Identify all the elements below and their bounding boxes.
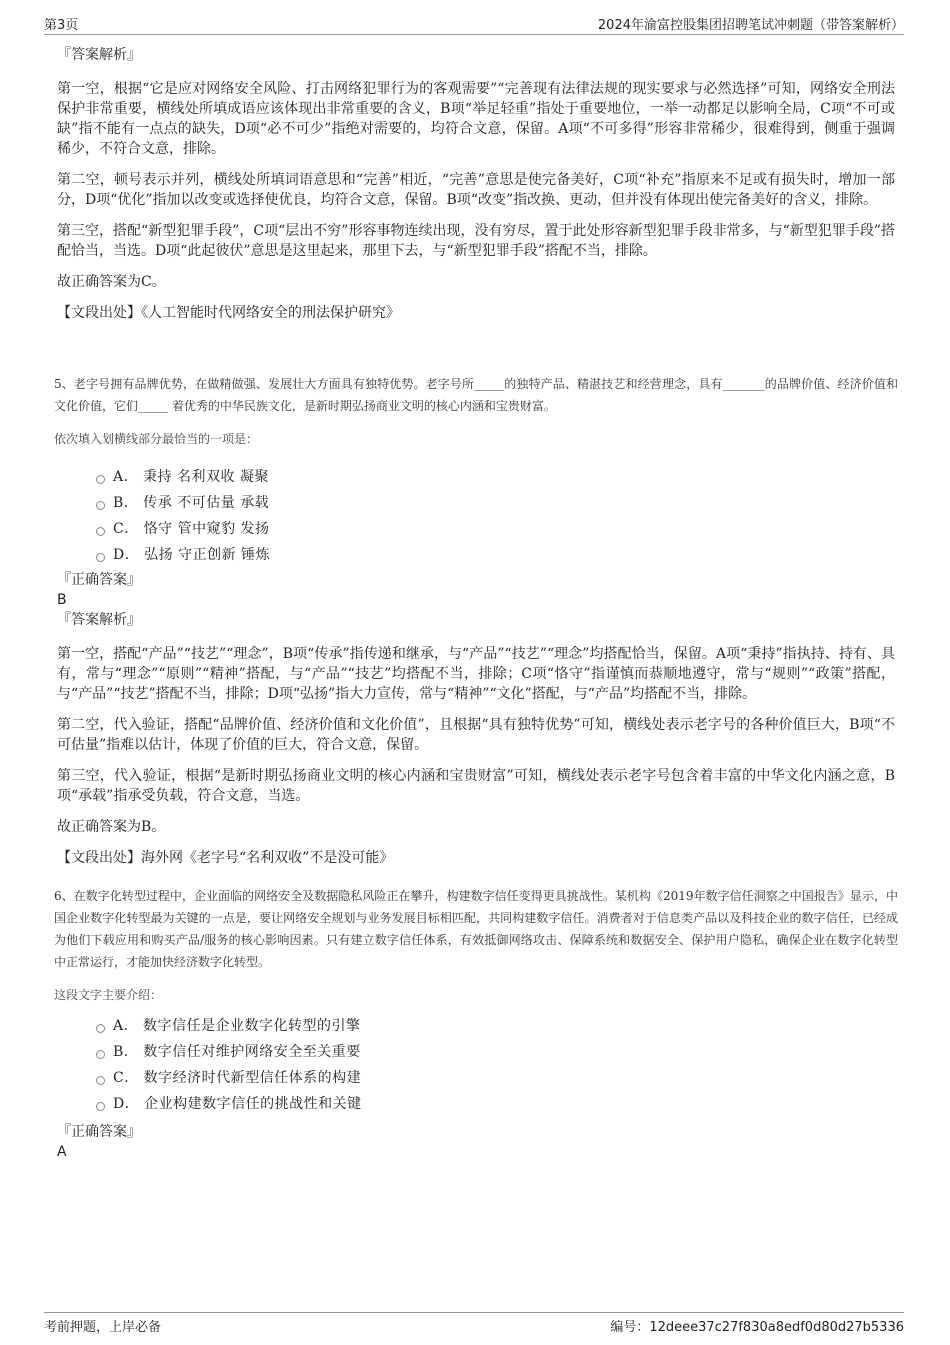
- page-footer: [44, 1312, 904, 1335]
- q4-analysis: [57, 45, 895, 323]
- option-a[interactable]: A． 数字信任是企业数字化转型的引擎: [96, 1012, 596, 1038]
- page-number: 第3页: [44, 18, 79, 33]
- radio-icon[interactable]: [96, 501, 105, 510]
- footer-slogan: 考前押题，上岸必备: [44, 1320, 162, 1335]
- analysis-paragraph: 第一空，根据“它是应对网络安全风险、打击网络犯罪行为的客观需要”“完善现有法律法规的现实要求与必然选择”可知，网络安全刑法保护非常重要，横线处所填成语应该体现出非常重要的含义，B项“举足轻重”指处于重要地位，一举一动都足以影响全局，C项“不可或缺”指不能有一点点的缺失，D项“必不可少”指绝对需要的，均符合文意，保留。A项“不可多得”形容非常稀少，很难得到，侧重于强调稀少，不符合文意，排除。: [57, 81, 895, 157]
- option-d[interactable]: D． 企业构建数字信任的挑战性和关键: [96, 1090, 596, 1116]
- question-6-text: 6、在数字化转型过程中，企业面临的网络安全及数据隐私风险正在攀升，构建数字信任变得更具挑战性。某机构《2019年数字信任洞察之中国报告》显示，中国企业数字化转型最为关键的一点是，要让网络安全规划与业务发展目标相匹配，共同构建数字信任。消费者对于信息类产品以及科技企业的数字信任，已经成为他们下载应用和购买产品/服务的核心影响因素。只有建立数字信任体系，有效抵御网络攻击、保障系统和数据安全、保护用户隐私，确保企业在数字化转型中正常运行，才能加快经济数字化转型。: [54, 889, 898, 969]
- analysis-paragraph: 第三空，代入验证，根据“是新时期弘扬商业文明的核心内涵和宝贵财富”可知，横线处表示老字号包含着丰富的中华文化内涵之意，B项“承载”指承受负载，符合文意，当选。: [57, 768, 895, 804]
- question-5-analysis: [57, 610, 895, 868]
- analysis-paragraph: 第二空，顿号表示并列，横线处所填词语意思和“完善”相近，“完善”意思是使完备美好，C项“补充”指原来不足或有损失时，增加一部分，D项“优化”指加以改变或选择使优良，均符合文意，保留。B项“改变”指改换、更动，但并没有体现出使完备美好的含义，排除。: [57, 172, 895, 208]
- question-5-text: 5、老字号拥有品牌优势，在做精做强、发展壮大方面具有独特优势。老字号所_____的独特产品、精湛技艺和经营理念，具有_______的品牌价值、经济价值和文化价值，它们_____ 着优秀的中华民族文化，是新时期弘扬商业文明的核心内涵和宝贵财富。: [54, 377, 898, 413]
- analysis-label: 『答案解析』: [57, 612, 141, 628]
- question-5-options: [96, 463, 596, 567]
- option-b[interactable]: B． 传承 不可估量 承载: [96, 489, 596, 515]
- analysis-paragraph: 故正确答案为C。: [57, 274, 166, 290]
- question-6-options: [96, 1012, 596, 1116]
- analysis-paragraph: 第二空，代入验证，搭配“品牌价值、经济价值和文化价值”，且根据“具有独特优势”可知，横线处表示老字号的各种价值巨大，B项“不可估量”指难以估计，体现了价值的巨大，符合文意，保留。: [57, 717, 895, 753]
- document-code: 编号：12deee37c27f830a8edf0d80d27b5336: [610, 1320, 904, 1335]
- radio-icon[interactable]: [96, 475, 105, 484]
- page-header: [44, 14, 904, 35]
- answer-value: A: [57, 1144, 67, 1160]
- radio-icon[interactable]: [96, 1050, 105, 1059]
- radio-icon[interactable]: [96, 553, 105, 562]
- source-citation: 【文段出处】海外网《老字号“名利双收”不是没可能》: [57, 850, 394, 866]
- document-title: 2024年渝富控股集团招聘笔试冲刺题（带答案解析）: [597, 18, 904, 33]
- question-5-answer: [57, 570, 141, 610]
- option-b[interactable]: B． 数字信任对维护网络安全至关重要: [96, 1038, 596, 1064]
- analysis-paragraph: 第三空，搭配“新型犯罪手段”，C项“层出不穷”形容事物连续出现，没有穷尽，置于此处形容新型犯罪手段非常多，与“新型犯罪手段”搭配恰当，当选。D项“此起彼伏”意思是这里起来，那里下去，与“新型犯罪手段”搭配不当，排除。: [57, 223, 895, 259]
- radio-icon[interactable]: [96, 1024, 105, 1033]
- answer-label: 『正确答案』: [57, 572, 141, 588]
- radio-icon[interactable]: [96, 1076, 105, 1085]
- option-c[interactable]: C． 恪守 管中窥豹 发扬: [96, 515, 596, 541]
- option-c[interactable]: C． 数字经济时代新型信任体系的构建: [96, 1064, 596, 1090]
- radio-icon[interactable]: [96, 527, 105, 536]
- source-citation: 【文段出处】《人工智能时代网络安全的刑法保护研究》: [57, 305, 400, 321]
- option-d[interactable]: D． 弘扬 守正创新 锤炼: [96, 541, 596, 567]
- answer-value: B: [57, 592, 67, 608]
- radio-icon[interactable]: [96, 1102, 105, 1111]
- analysis-paragraph: 第一空，搭配“产品”“技艺”“理念”，B项“传承”指传递和继承，与“产品”“技艺”“理念”均搭配恰当，保留。A项“秉持”指执持、持有、具有，常与“理念”“原则”“精神”搭配，与“产品”“技艺”均搭配不当，排除；C项“恪守”指谨慎而恭顺地遵守，常与“规则”“政策”搭配，与“产品”“技艺”搭配不当，排除；D项“弘扬”指大力宣传，常与“精神”“文化”搭配，与“产品”均搭配不当，排除。: [57, 646, 895, 702]
- analysis-label: 『答案解析』: [57, 47, 141, 63]
- answer-label: 『正确答案』: [57, 1124, 141, 1140]
- question-6-answer: [57, 1122, 141, 1162]
- option-a[interactable]: A． 秉持 名利双收 凝聚: [96, 463, 596, 489]
- question-6-prompt: 这段文字主要介绍：: [54, 988, 163, 1002]
- question-5-prompt: 依次填入划横线部分最恰当的一项是：: [54, 432, 259, 446]
- analysis-paragraph: 故正确答案为B。: [57, 819, 166, 835]
